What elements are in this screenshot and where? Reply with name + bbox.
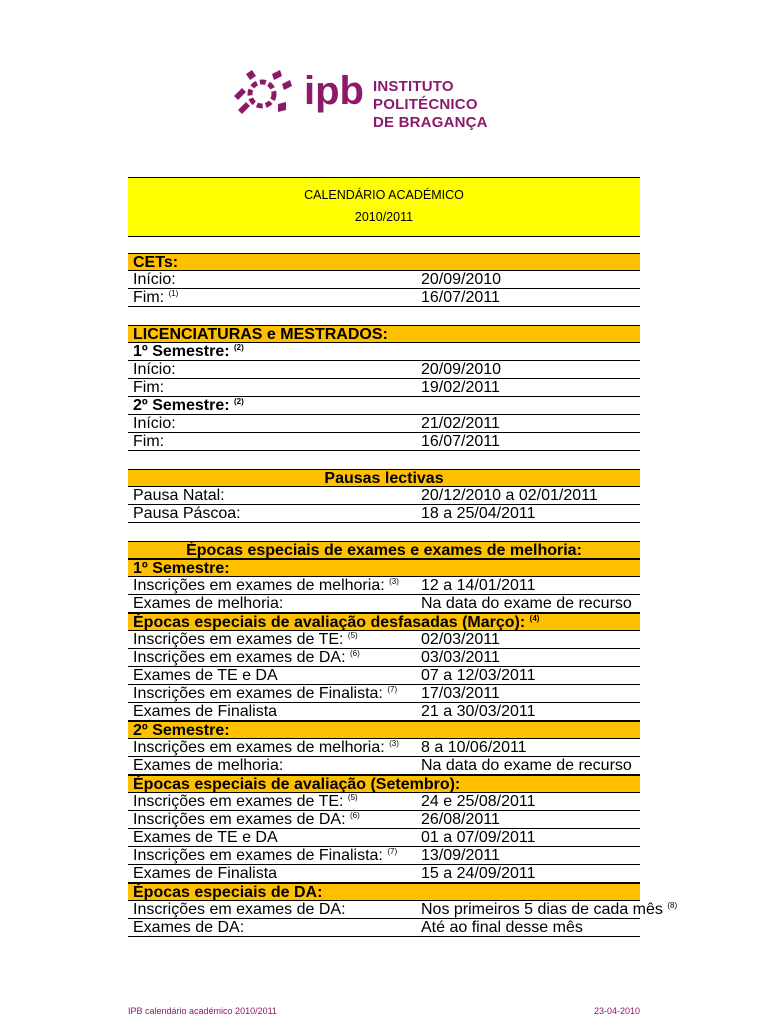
- table-row: Pausa Páscoa: 18 a 25/04/2011: [128, 505, 640, 523]
- subsection-1-semestre: 1º Semestre:: [128, 559, 640, 577]
- subsection-da: Épocas especiais de DA:: [128, 883, 640, 901]
- table-row: Exames de melhoria: Na data do exame de recurso: [128, 757, 640, 775]
- table-row: Fim: 16/07/2011: [128, 433, 640, 451]
- ipb-logo-icon: [232, 66, 372, 126]
- table-row: Inscrições em exames de DA: $^{(6)}$ 03/03/2011: [128, 649, 640, 667]
- section-licenciaturas: LICENCIATURAS e MESTRADOS:: [128, 325, 640, 343]
- table-row: 1º Semestre: $^{(2)}$: [128, 343, 640, 361]
- table-row: 2º Semestre: $^{(2)}$: [128, 397, 640, 415]
- table-row: Exames de DA: Até ao final desse mês: [128, 919, 640, 937]
- footer-right: 23-04-2010: [593, 1006, 640, 1016]
- table-row: Início: 20/09/2010: [128, 361, 640, 379]
- section-cets: CETs:: [128, 253, 640, 271]
- logo-line1: INSTITUTO POLITÉCNICO: [373, 78, 478, 113]
- ipb-logo: [232, 66, 552, 131]
- table-row: Início: 20/09/2010: [128, 271, 640, 289]
- table-row: Início: 21/02/2011: [128, 415, 640, 433]
- table-row: Fim: 19/02/2011: [128, 379, 640, 397]
- table-row: Pausa Natal: 20/12/2010 a 02/01/2011: [128, 487, 640, 505]
- calendar-title: CALENDÁRIO ACADÉMICO: [304, 188, 464, 202]
- table-row: Exames de TE e DA 01 a 07/09/2011: [128, 829, 640, 847]
- table-row: Exames de Finalista 15 a 24/09/2011: [128, 865, 640, 883]
- logo-acronym: ipb: [304, 69, 364, 113]
- table-row: Inscrições em exames de TE: $^{(5)}$ 02/03/2011: [128, 631, 640, 649]
- table-row: Inscrições em exames de TE: $^{(5)}$ 24 e 25/08/2011: [128, 793, 640, 811]
- section-epocas: Épocas especiais de exames e exames de melhoria:: [128, 541, 640, 559]
- subsection-2-semestre: 2º Semestre:: [128, 721, 640, 739]
- calendar-header: [128, 177, 640, 237]
- table-row: Inscrições em exames de Finalista: $^{(7)}$ 13/09/2011: [128, 847, 640, 865]
- table-row: Inscrições em exames de Finalista: $^{(7)}$ 17/03/2011: [128, 685, 640, 703]
- table-row: Exames de melhoria: Na data do exame de recurso: [128, 595, 640, 613]
- table-row: Exames de TE e DA 07 a 12/03/2011: [128, 667, 640, 685]
- subsection-marco: Épocas especiais de avaliação desfasadas (Março): $^{(4)}$: [128, 613, 640, 631]
- subsection-setembro: Épocas especiais de avaliação (Setembro):: [128, 775, 640, 793]
- calendar-year: 2010/2011: [354, 210, 414, 224]
- table-row: Inscrições em exames de melhoria: $^{(3)}$ 8 a 10/06/2011: [128, 739, 640, 757]
- footer-left: IPB calendário académico 2010/2011: [128, 1006, 277, 1016]
- section-pausas: Pausas lectivas: [128, 469, 640, 487]
- table-row: Inscrições em exames de melhoria: $^{(3)}$ 12 a 14/01/2011: [128, 577, 640, 595]
- table-row: Fim: $^{(1)}$ 16/07/2011: [128, 289, 640, 307]
- table-row: Inscrições em exames de DA: Nos primeiros 5 dias de cada mês $^{(8)}$: [128, 901, 640, 919]
- logo-line2: DE BRAGANÇA: [373, 114, 488, 131]
- table-row: Inscrições em exames de DA: $^{(6)}$ 26/08/2011: [128, 811, 640, 829]
- table-row: Exames de Finalista 21 a 30/03/2011: [128, 703, 640, 721]
